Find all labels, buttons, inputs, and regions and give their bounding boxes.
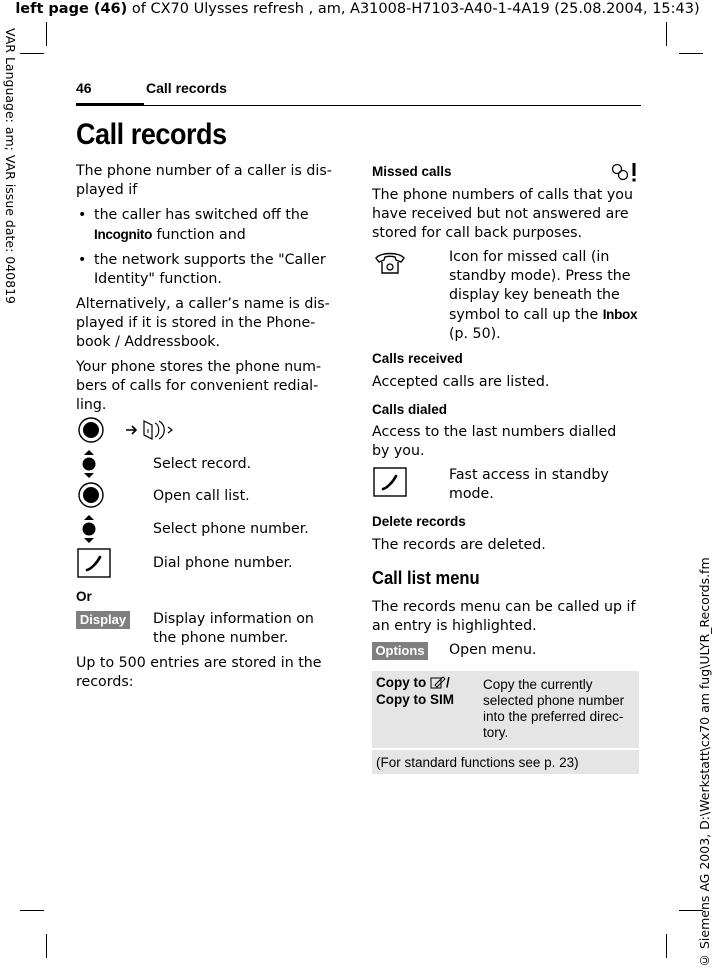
bullet-caller-id: • the network supports the "Caller Identity" function.: [76, 251, 338, 289]
calls-dialed-text: Access to the last numbers dialled by you.: [372, 424, 617, 459]
running-header: Call records: [146, 80, 227, 96]
copy-to-description: Copy the currently selected phone number into the preferred direc-tory.: [483, 677, 625, 740]
call-list-menu-text: The records menu can be called up if an entry is highlighted.: [372, 599, 636, 634]
control-key-icon: [77, 416, 105, 444]
crop-mark: [666, 22, 667, 46]
missed-calls-text: The phone numbers of calls that you have received but not answered are stored for call back purposes.: [372, 187, 633, 241]
options-softkey: Options: [372, 642, 428, 660]
crop-mark: [20, 53, 44, 54]
header-rule: [144, 105, 641, 106]
crop-mark: [46, 22, 47, 46]
left-column: [76, 162, 338, 421]
step-open-call-list: Open call list.: [153, 488, 250, 504]
call-list-menu-heading: Call list menu: [372, 568, 480, 588]
crop-mark: [46, 934, 47, 958]
missed-call-phone-icon: [373, 249, 407, 277]
missed-calls-heading: Missed calls: [372, 164, 452, 179]
var-language-note: VAR Language: am; VAR issue date: 040819: [3, 28, 18, 304]
call-key-icon: [373, 467, 407, 497]
menu-path-records-icon: [124, 417, 176, 443]
navigation-key-updown-icon: [78, 514, 100, 544]
delete-records-heading: Delete records: [372, 514, 466, 529]
display-info-text: Display information on the phone number.: [153, 611, 314, 646]
copy-to-sim-option: Copy to SIM: [376, 692, 454, 707]
header-rule-thick: [76, 103, 144, 106]
calls-dialed-icon-text: Fast access in standby mode.: [449, 467, 609, 502]
missed-calls-icon: [610, 161, 640, 183]
control-key-icon: [77, 481, 105, 509]
calls-dialed-heading: Calls dialed: [372, 402, 448, 417]
page-title: Call records: [76, 118, 227, 151]
step-dial-number: Dial phone number.: [153, 555, 293, 571]
print-info-line: [0, 0, 715, 18]
crop-mark: [679, 53, 703, 54]
step-select-number: Select phone number.: [153, 521, 309, 537]
name-display-text: Alternatively, a caller’s name is dis-played if it is stored in the Phone-book / Addressbook.: [76, 296, 330, 350]
standard-functions-note: (For standard functions see p. 23): [376, 755, 579, 770]
or-label: Or: [76, 589, 92, 604]
inbox-label: Inbox: [602, 307, 638, 322]
calls-received-text: Accepted calls are listed.: [372, 374, 550, 390]
addressbook-icon: [430, 675, 446, 689]
print-info-file: of CX70 Ulysses refresh , am, A31008-H7103-A40-1-4A19 (25.08.2004, 15:43): [127, 1, 700, 17]
copy-to-option: Copy to / Copy to SIM: [376, 675, 454, 707]
delete-records-text: The records are deleted.: [372, 537, 546, 553]
crop-mark: [666, 934, 667, 958]
entries-text: Up to 500 entries are stored in the records:: [76, 655, 322, 690]
page-number: 46: [76, 80, 92, 96]
step-select-record: Select record.: [153, 456, 252, 472]
intro-text: The phone number of a caller is dis-played if: [76, 163, 332, 198]
crop-mark: [20, 910, 44, 911]
missed-call-icon-text: Icon for missed call (in standby mode). Press the display key beneath the symbol to call up the Inbox (p. 50).: [449, 249, 638, 342]
copyright-note: © Siemens AG 2003, D:\Werkstatt\cx70 am fug\ULYR_Records.fm: [697, 557, 712, 968]
options-text: Open menu.: [449, 642, 537, 658]
calls-received-heading: Calls received: [372, 351, 463, 366]
bullet-incognito: • the caller has switched off the Incognito function and: [76, 206, 338, 245]
call-key-icon: [77, 548, 111, 578]
display-softkey: Display: [76, 611, 130, 629]
print-info-page: left page (46): [15, 1, 128, 17]
navigation-key-updown-icon: [78, 449, 100, 479]
storage-text: Your phone stores the phone num-bers of calls for convenient redial-ling.: [76, 359, 322, 413]
incognito-label: Incognito: [94, 227, 153, 242]
